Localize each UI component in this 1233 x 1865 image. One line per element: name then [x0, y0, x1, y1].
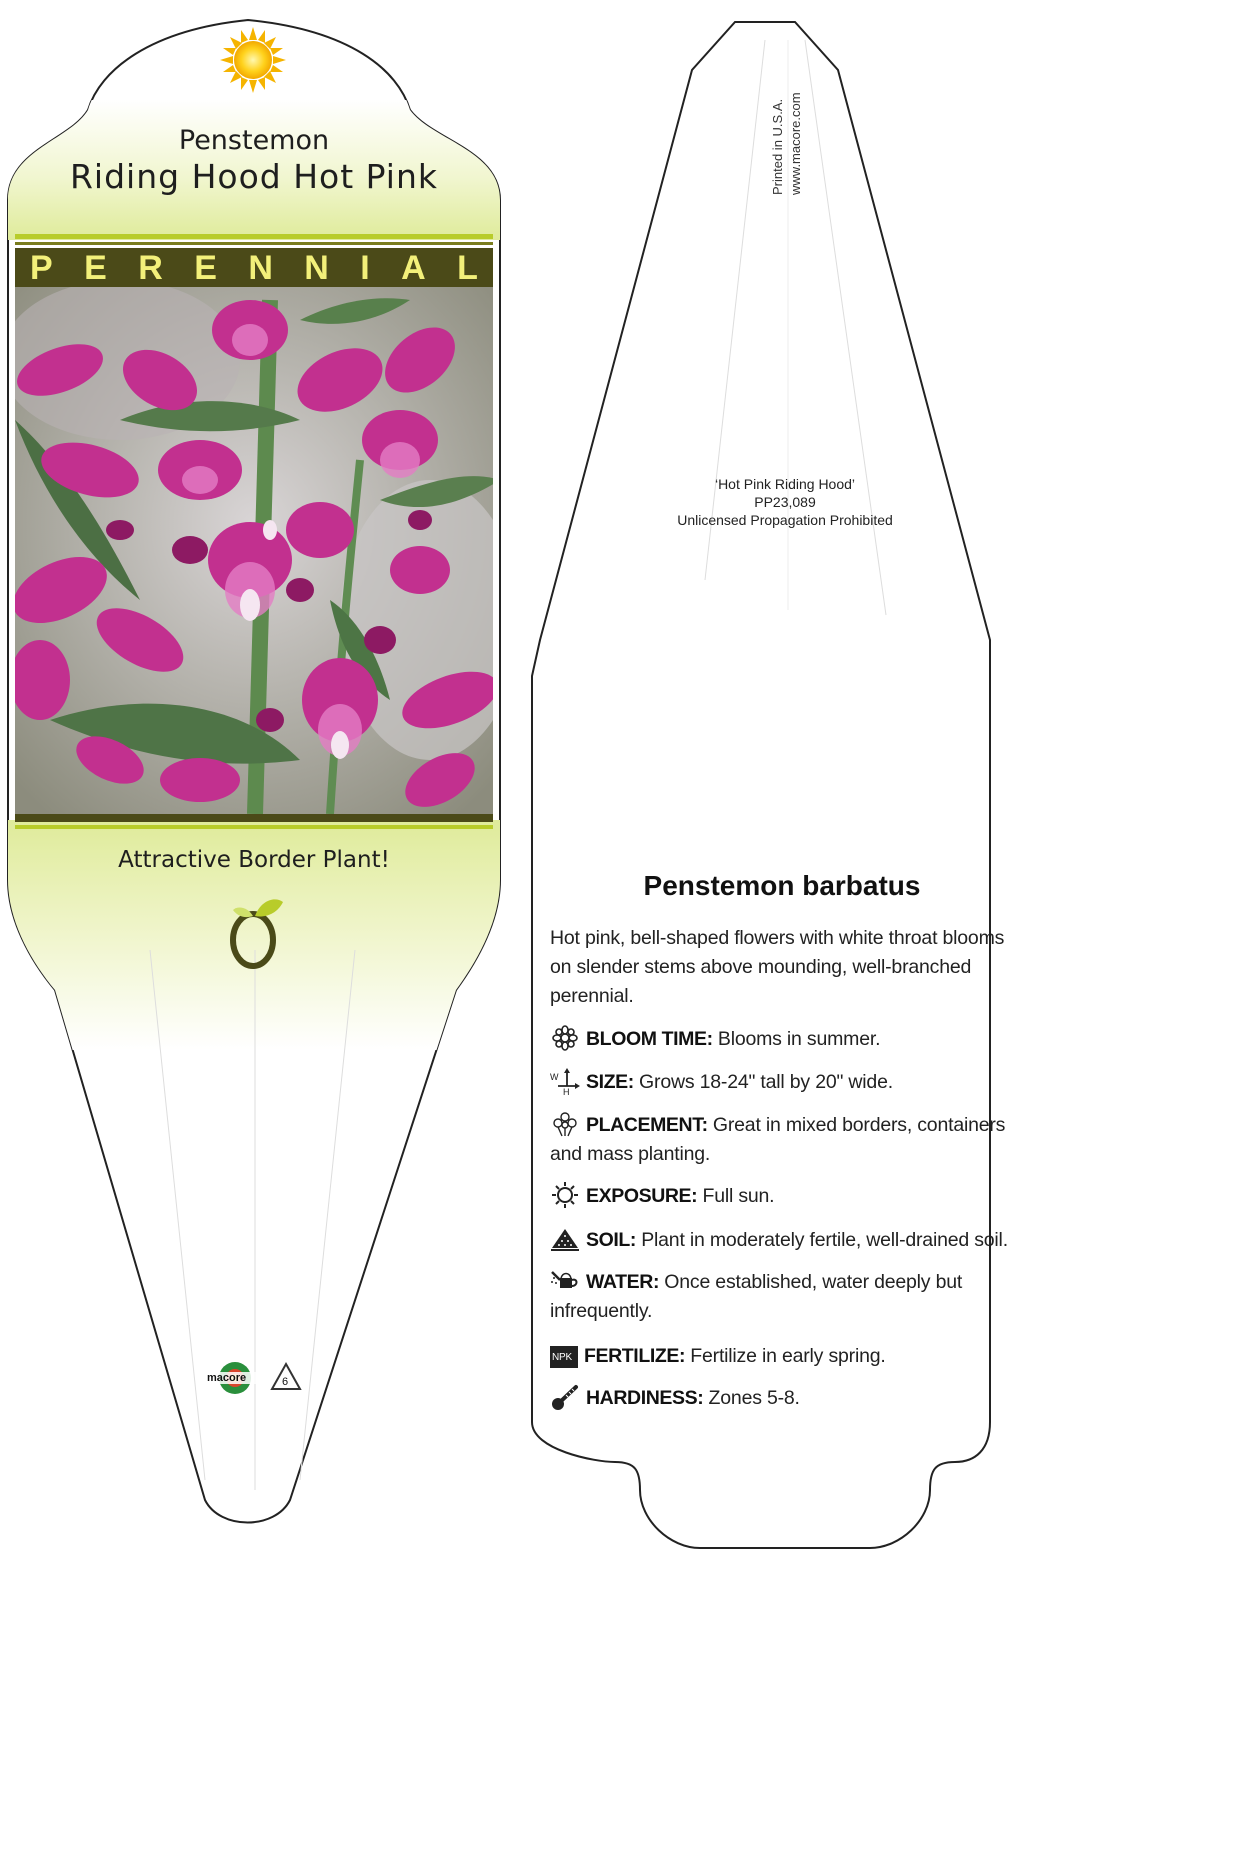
care-label: PLACEMENT: [586, 1114, 708, 1136]
category-letter: A [401, 249, 426, 287]
care-text: Plant in moderately fertile, well-drained soil. [636, 1229, 1008, 1251]
npk-icon-text: NPK [552, 1352, 572, 1363]
thermometer-icon [550, 1384, 580, 1410]
sun-outline-icon [550, 1182, 580, 1208]
category-banner [30, 249, 478, 288]
category-letter: N [304, 249, 329, 287]
care-label: SOIL: [586, 1229, 636, 1251]
species-name: Penstemon barbatus [643, 870, 921, 901]
care-text: Once established, water deeply but infrequently. [550, 1271, 963, 1322]
care-text: Great in mixed borders, containers and mass planting. [550, 1114, 1006, 1165]
recycle-code: 6 [282, 1376, 289, 1388]
npk-icon [550, 1346, 578, 1368]
category-letter: I [360, 249, 370, 287]
care-row-water [550, 1268, 1010, 1326]
patent-number: PP23,089 [754, 494, 816, 510]
variety-title: Riding Hood Hot Pink [70, 157, 438, 196]
propagation-notice: Unlicensed Propagation Prohibited [677, 512, 893, 528]
care-row-exposure [550, 1182, 1010, 1211]
plant-description: Hot pink, bell-shaped flowers with white throat blooms on slender stems above mounding, well-branched perennial. [550, 927, 1005, 1007]
care-label: SIZE: [586, 1071, 634, 1093]
macore-logo-text: macore [207, 1372, 247, 1384]
category-letter: P [30, 249, 53, 287]
care-row-soil [550, 1226, 1010, 1255]
genus-title: Penstemon [178, 125, 330, 156]
watering-can-icon [550, 1268, 580, 1294]
category-letter: E [84, 249, 107, 287]
size-icon-w: W [550, 1072, 559, 1082]
website-text: www.macore.com [788, 92, 803, 195]
care-text: Fertilize in early spring. [685, 1345, 886, 1367]
penstemon-photo [0, 280, 520, 818]
care-text: Full sun. [697, 1185, 775, 1207]
printed-in-usa: Printed in U.S.A. [770, 98, 785, 195]
trademark-name: ‘Hot Pink Riding Hood’ [714, 476, 856, 492]
care-row-bloom-time [550, 1025, 1010, 1054]
soil-icon [550, 1226, 580, 1252]
placement-icon [550, 1111, 580, 1137]
care-row-hardiness [550, 1384, 1010, 1413]
care-label: EXPOSURE: [586, 1185, 698, 1207]
category-letter: E [194, 249, 217, 287]
category-letter: L [457, 249, 478, 287]
care-text: Zones 5-8. [703, 1387, 800, 1409]
care-label: HARDINESS: [586, 1387, 704, 1409]
tagline: Attractive Border Plant! [118, 847, 390, 873]
care-row-fertilize [550, 1342, 1010, 1371]
category-letter: N [248, 249, 273, 287]
care-label: WATER: [586, 1271, 660, 1293]
care-row-placement [550, 1111, 1010, 1169]
size-icon [550, 1068, 580, 1097]
care-label: BLOOM TIME: [586, 1028, 713, 1050]
care-row-size [550, 1068, 1010, 1097]
category-letter: R [138, 249, 163, 287]
trademark-block [620, 475, 950, 529]
care-text: Blooms in summer. [712, 1028, 881, 1050]
care-text: Grows 18-24" tall by 20" wide. [633, 1071, 893, 1093]
flower-icon [550, 1025, 580, 1051]
care-label: FERTILIZE: [584, 1345, 686, 1367]
size-icon-h: H [563, 1087, 570, 1097]
